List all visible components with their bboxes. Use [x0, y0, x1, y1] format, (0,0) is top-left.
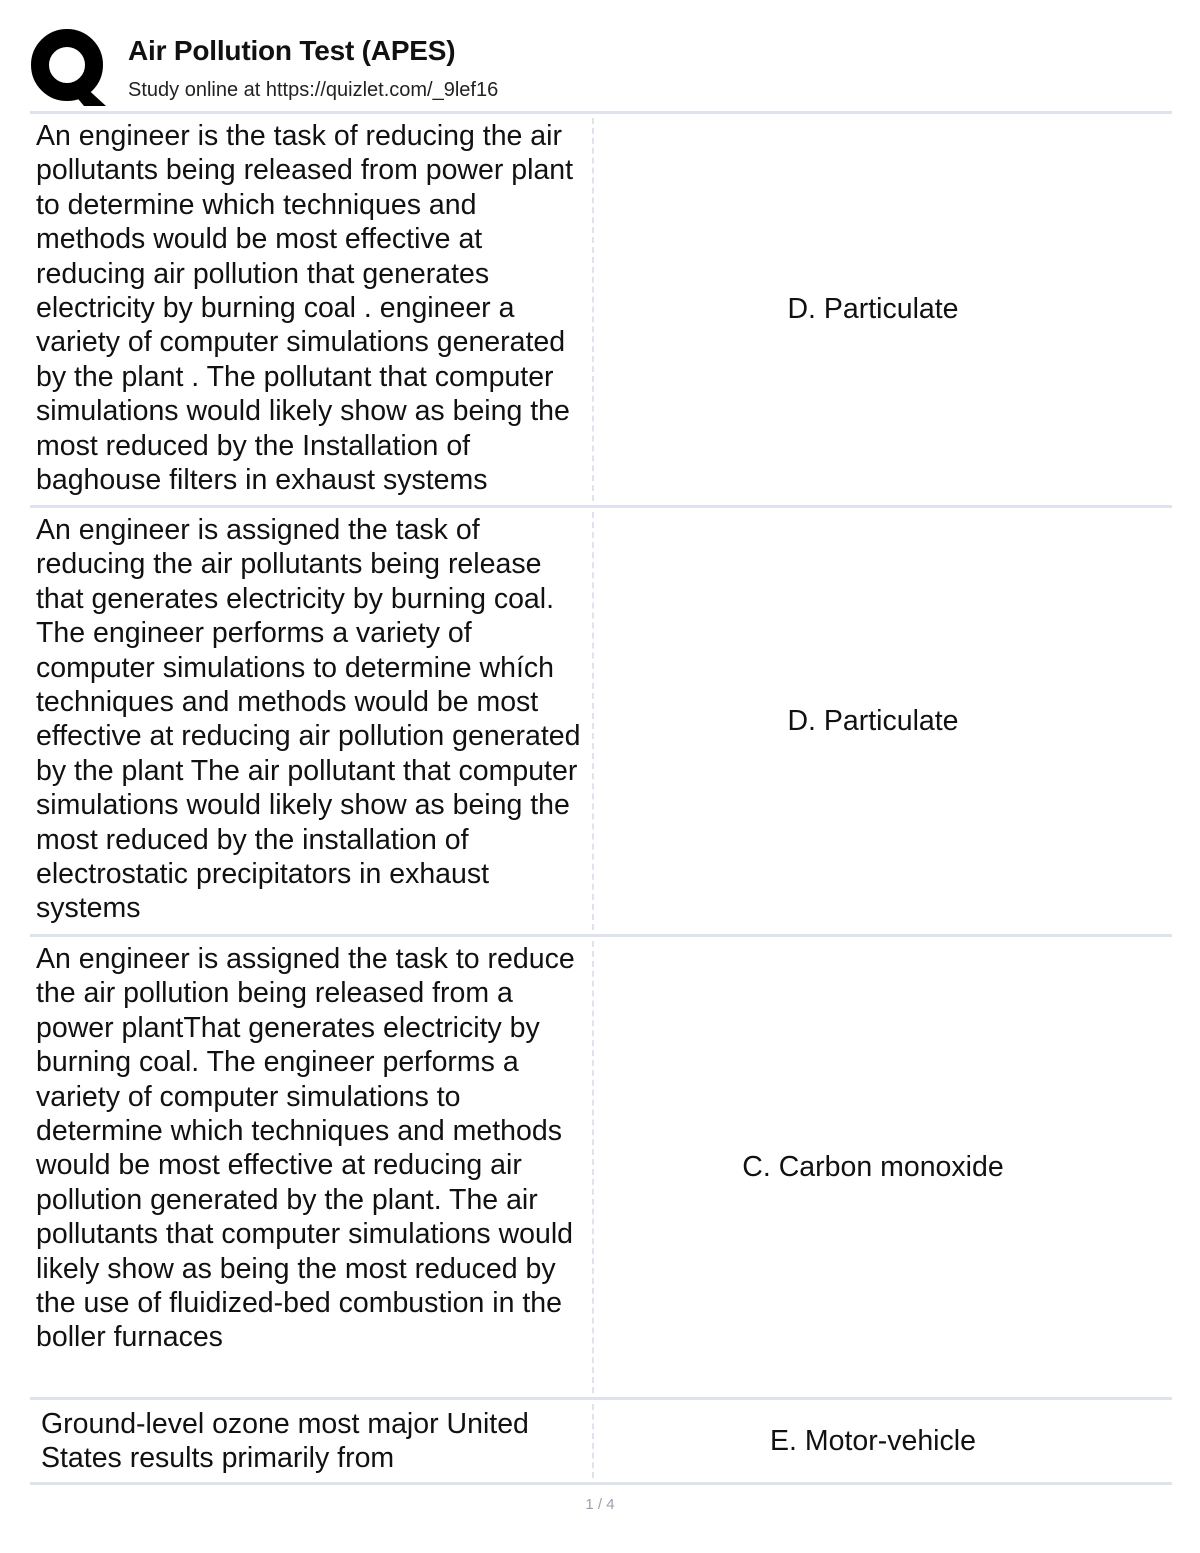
flashcard-row	[30, 508, 1172, 937]
card-term: An engineer is the task of reducing the air pollutants being released from power plant to determine which techniques and methods would be most effective at reducing air pollution that generates electricity by burning coal . engineer a variety of computer simulations generated by the plant . The pollutant that computer simulations would likely show as being the most reduced by the Installation of baghouse filters in exhaust systems	[36, 120, 574, 497]
quizlet-q-logo-icon	[30, 28, 108, 106]
study-link-text: Study online at https://quizlet.com/_9lef16	[128, 79, 499, 101]
card-term: Ground-level ozone most major United States results primarily from	[41, 1408, 529, 1475]
page-indicator: 1 / 4	[585, 1496, 615, 1513]
card-definition: E. Motor-vehicle	[770, 1424, 976, 1457]
card-definition: D. Particulate	[787, 293, 959, 325]
card-term: An engineer is assigned the task to reduce the air pollution being released from a power plantThat generates electricity by burning coal. The engineer performs a variety of computer simulations to determine which techniques and methods would be most effective at reducing air pollution generated by the plant. The air pollutants that computer simulations would likely show as being the most reduced by the use of fluidized-bed combustion in the boller furnaces	[36, 943, 575, 1354]
page-title: Air Pollution Test (APES)	[128, 35, 456, 66]
card-definition: C. Carbon monoxide	[742, 1150, 1004, 1183]
flashcard-row	[30, 1400, 1172, 1485]
card-term: An engineer is assigned the task of reducing the air pollutants being release that generates electricity by burning coal. The engineer performs a variety of computer simulations to determine whích techniques and methods would be most effective at reducing air pollution generated by the plant The air pollutant that computer simulations would likely show as being the most reduced by the installation of electrostatic precipitators in exhaust systems	[36, 514, 581, 925]
card-definition: D. Particulate	[787, 704, 959, 737]
page-header	[30, 27, 1172, 111]
flashcard-row	[30, 937, 1172, 1400]
flashcard-row	[30, 114, 1172, 508]
flashcard-list	[30, 114, 1172, 1485]
